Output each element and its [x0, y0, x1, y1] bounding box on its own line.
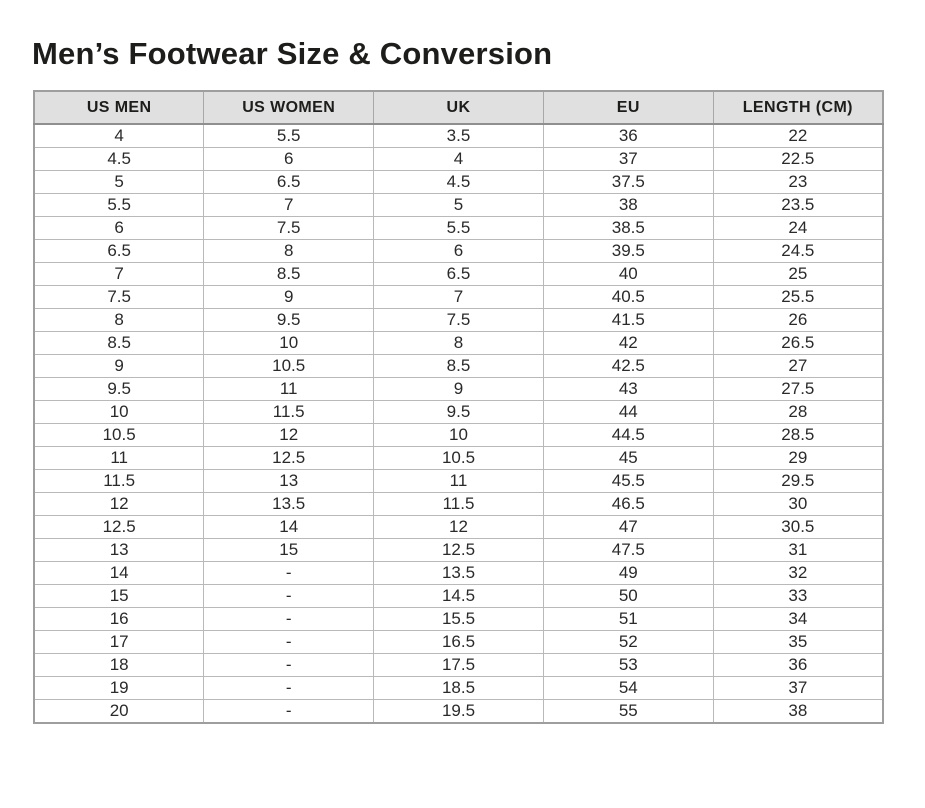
table-row: [34, 608, 883, 631]
table-cell: 10.5: [374, 447, 544, 470]
table-cell: 31: [713, 539, 883, 562]
table-cell: -: [204, 677, 374, 700]
table-cell: 50: [543, 585, 713, 608]
table-cell: 8: [204, 240, 374, 263]
table-cell: 40: [543, 263, 713, 286]
table-cell: 26.5: [713, 332, 883, 355]
table-cell: 11.5: [34, 470, 204, 493]
column-header: UK: [374, 91, 544, 124]
table-cell: 41.5: [543, 309, 713, 332]
table-cell: 19.5: [374, 700, 544, 724]
table-cell: 10: [374, 424, 544, 447]
table-cell: 12.5: [374, 539, 544, 562]
table-cell: 14: [34, 562, 204, 585]
size-conversion-table: [33, 90, 884, 724]
table-cell: 22.5: [713, 148, 883, 171]
table-cell: 19: [34, 677, 204, 700]
table-cell: 9: [374, 378, 544, 401]
table-cell: 4.5: [34, 148, 204, 171]
table-cell: 13.5: [374, 562, 544, 585]
table-cell: 12: [204, 424, 374, 447]
table-cell: 35: [713, 631, 883, 654]
table-cell: 22: [713, 124, 883, 148]
table-cell: 7: [204, 194, 374, 217]
table-cell: 36: [713, 654, 883, 677]
table-cell: 54: [543, 677, 713, 700]
table-cell: 33: [713, 585, 883, 608]
table-cell: 49: [543, 562, 713, 585]
table-cell: 16: [34, 608, 204, 631]
table-cell: 30.5: [713, 516, 883, 539]
table-cell: 46.5: [543, 493, 713, 516]
table-cell: 38.5: [543, 217, 713, 240]
table-cell: 30: [713, 493, 883, 516]
table-cell: 39.5: [543, 240, 713, 263]
table-cell: 7: [34, 263, 204, 286]
page-title: Men’s Footwear Size & Conversion: [32, 36, 553, 71]
table-cell: 8: [34, 309, 204, 332]
table-cell: 6.5: [34, 240, 204, 263]
table-row: [34, 286, 883, 309]
table-cell: 26: [713, 309, 883, 332]
table-cell: 25: [713, 263, 883, 286]
table-cell: 7.5: [34, 286, 204, 309]
table-cell: 43: [543, 378, 713, 401]
table-cell: 9.5: [34, 378, 204, 401]
table-cell: 24.5: [713, 240, 883, 263]
table-cell: 47: [543, 516, 713, 539]
table-cell: 9.5: [374, 401, 544, 424]
table-cell: 29: [713, 447, 883, 470]
table-cell: 13: [34, 539, 204, 562]
table-header: [34, 91, 883, 124]
table-row: [34, 355, 883, 378]
table-cell: 44: [543, 401, 713, 424]
table-cell: 40.5: [543, 286, 713, 309]
table-cell: -: [204, 654, 374, 677]
table-cell: 15.5: [374, 608, 544, 631]
table-row: [34, 194, 883, 217]
table-cell: 38: [713, 700, 883, 724]
table-cell: 6.5: [374, 263, 544, 286]
table-row: [34, 309, 883, 332]
table-cell: 28: [713, 401, 883, 424]
table-cell: 8: [374, 332, 544, 355]
table-row: [34, 470, 883, 493]
table-row: [34, 332, 883, 355]
column-header: US MEN: [34, 91, 204, 124]
table-cell: 45: [543, 447, 713, 470]
table-cell: 24: [713, 217, 883, 240]
table-cell: 52: [543, 631, 713, 654]
table-cell: 10: [34, 401, 204, 424]
table-cell: 11: [34, 447, 204, 470]
table-cell: -: [204, 700, 374, 724]
table-cell: 9: [204, 286, 374, 309]
table-header-row: [34, 91, 883, 124]
table-cell: 36: [543, 124, 713, 148]
table-cell: 6: [374, 240, 544, 263]
table-cell: 12: [34, 493, 204, 516]
column-header: US WOMEN: [204, 91, 374, 124]
table-row: [34, 263, 883, 286]
table-cell: 18.5: [374, 677, 544, 700]
table-cell: 45.5: [543, 470, 713, 493]
table-cell: 13: [204, 470, 374, 493]
table-row: [34, 378, 883, 401]
table-row: [34, 631, 883, 654]
table-cell: 34: [713, 608, 883, 631]
table-row: [34, 562, 883, 585]
table-cell: 5: [34, 171, 204, 194]
table-cell: 10.5: [34, 424, 204, 447]
table-cell: 8.5: [34, 332, 204, 355]
table-cell: 4: [374, 148, 544, 171]
table-cell: 14: [204, 516, 374, 539]
table-cell: 32: [713, 562, 883, 585]
table-row: [34, 493, 883, 516]
table-row: [34, 654, 883, 677]
table-cell: 10.5: [204, 355, 374, 378]
table-cell: 25.5: [713, 286, 883, 309]
table-cell: 15: [34, 585, 204, 608]
table-row: [34, 700, 883, 724]
table-cell: 9.5: [204, 309, 374, 332]
table-cell: 38: [543, 194, 713, 217]
table-row: [34, 585, 883, 608]
table-cell: 42: [543, 332, 713, 355]
table-cell: 23: [713, 171, 883, 194]
table-cell: -: [204, 608, 374, 631]
table-cell: 55: [543, 700, 713, 724]
table-row: [34, 240, 883, 263]
table-cell: 5.5: [34, 194, 204, 217]
table-cell: 53: [543, 654, 713, 677]
table-cell: 51: [543, 608, 713, 631]
table-cell: 44.5: [543, 424, 713, 447]
table-cell: 17: [34, 631, 204, 654]
table-cell: 47.5: [543, 539, 713, 562]
table-cell: 6: [204, 148, 374, 171]
table-cell: 27.5: [713, 378, 883, 401]
table-cell: 7: [374, 286, 544, 309]
table-row: [34, 677, 883, 700]
table-cell: 6: [34, 217, 204, 240]
table-cell: 15: [204, 539, 374, 562]
table-cell: 6.5: [204, 171, 374, 194]
table-cell: 27: [713, 355, 883, 378]
table-cell: 7.5: [204, 217, 374, 240]
table-cell: 7.5: [374, 309, 544, 332]
table-row: [34, 424, 883, 447]
table-cell: 9: [34, 355, 204, 378]
table-cell: 11: [374, 470, 544, 493]
table-cell: 11: [204, 378, 374, 401]
table-cell: 28.5: [713, 424, 883, 447]
column-header: LENGTH (CM): [713, 91, 883, 124]
table-row: [34, 171, 883, 194]
table-cell: 37: [543, 148, 713, 171]
table-cell: 14.5: [374, 585, 544, 608]
table-cell: 18: [34, 654, 204, 677]
table-cell: 5.5: [204, 124, 374, 148]
table-row: [34, 539, 883, 562]
table-cell: 8.5: [374, 355, 544, 378]
table-cell: 37: [713, 677, 883, 700]
table-cell: 13.5: [204, 493, 374, 516]
table-cell: 17.5: [374, 654, 544, 677]
table-row: [34, 401, 883, 424]
table-row: [34, 217, 883, 240]
table-cell: 5: [374, 194, 544, 217]
table-body: [34, 124, 883, 723]
table-row: [34, 516, 883, 539]
table-cell: 4: [34, 124, 204, 148]
column-header: EU: [543, 91, 713, 124]
table-cell: 12.5: [34, 516, 204, 539]
table-row: [34, 148, 883, 171]
table-cell: 42.5: [543, 355, 713, 378]
table-cell: 3.5: [374, 124, 544, 148]
table-cell: 12: [374, 516, 544, 539]
table-cell: 8.5: [204, 263, 374, 286]
table-row: [34, 447, 883, 470]
table-cell: 10: [204, 332, 374, 355]
table-cell: 29.5: [713, 470, 883, 493]
table-cell: 5.5: [374, 217, 544, 240]
table-cell: -: [204, 585, 374, 608]
table-cell: -: [204, 562, 374, 585]
table-cell: 11.5: [374, 493, 544, 516]
table-cell: 4.5: [374, 171, 544, 194]
table-cell: 11.5: [204, 401, 374, 424]
table-cell: 37.5: [543, 171, 713, 194]
table-cell: 23.5: [713, 194, 883, 217]
table-cell: 12.5: [204, 447, 374, 470]
table-cell: -: [204, 631, 374, 654]
table-row: [34, 124, 883, 148]
table-cell: 20: [34, 700, 204, 724]
table-cell: 16.5: [374, 631, 544, 654]
